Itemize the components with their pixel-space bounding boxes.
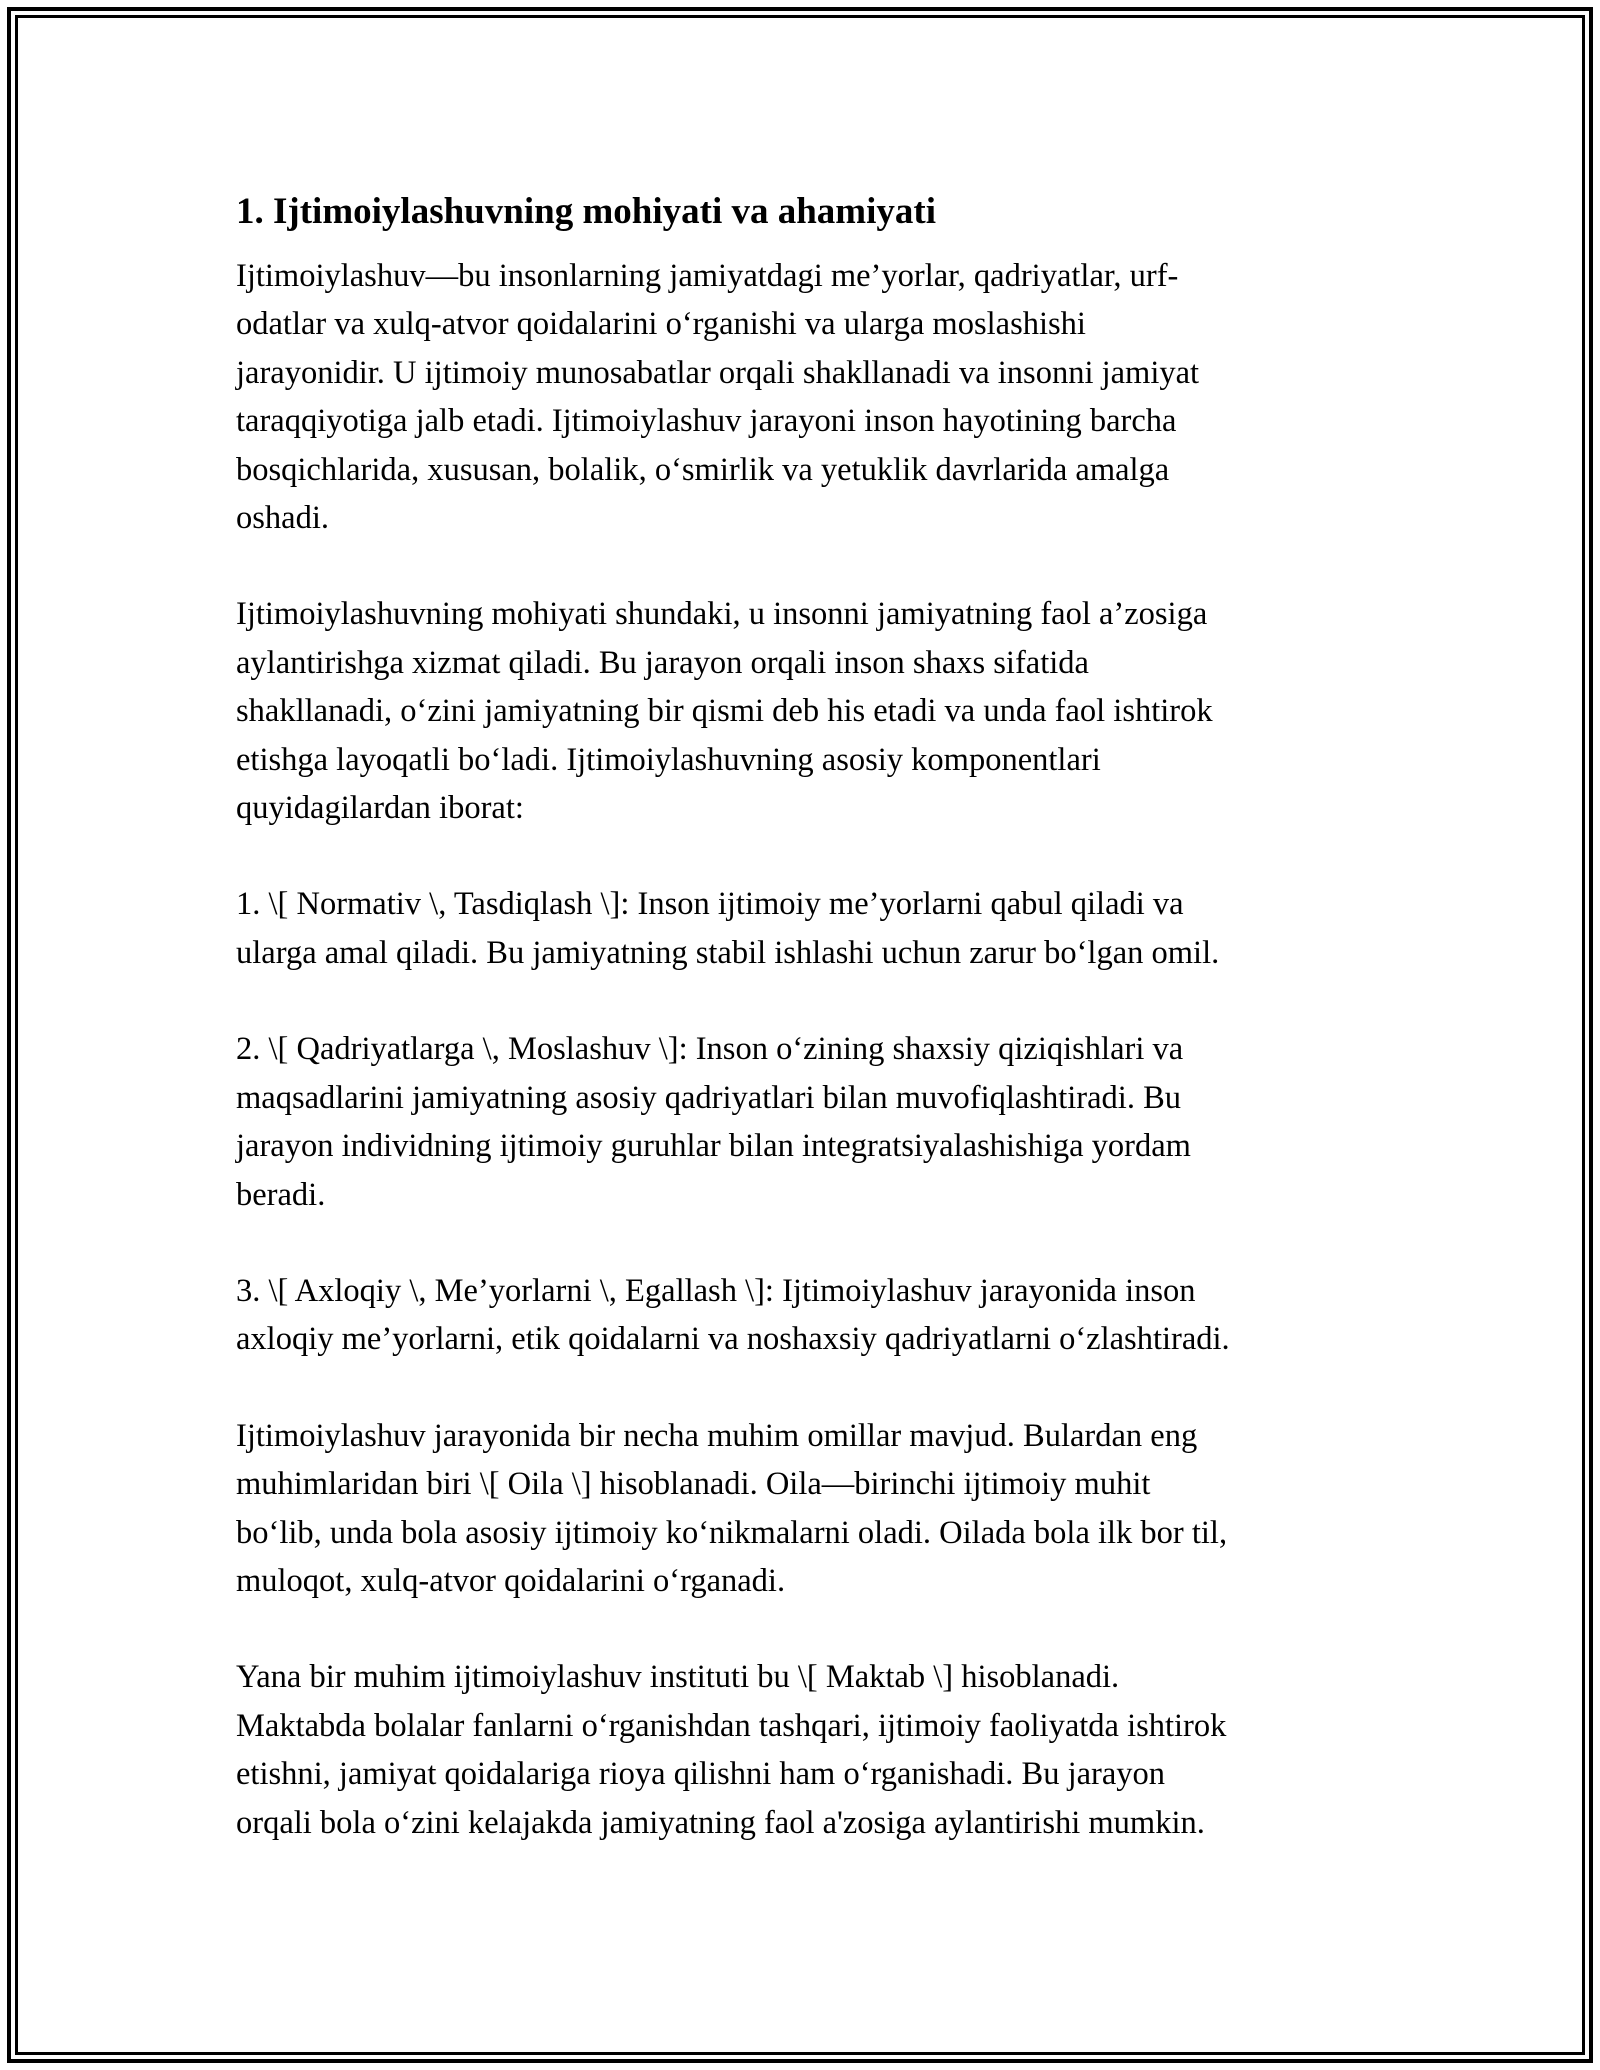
document-body bbox=[236, 188, 1366, 1895]
paragraph-family bbox=[236, 1412, 1366, 1606]
text-line: beradi. bbox=[236, 1176, 326, 1213]
text-line: orqali bola o‘zini kelajakda jamiyatning faol a'zosiga aylantirishi mumkin. bbox=[236, 1804, 1205, 1841]
paragraph-school bbox=[236, 1653, 1366, 1847]
text-line: 2. \[ Qadriyatlarga \, Moslashuv \]: Inson o‘zining shaxsiy qiziqishlari va bbox=[236, 1031, 1184, 1068]
text-line: Ijtimoiylashuvning mohiyati shundaki, u insonni jamiyatning faol a’zosiga bbox=[236, 596, 1208, 633]
text-line: oshadi. bbox=[236, 500, 329, 537]
text-line: bosqichlarida, xususan, bolalik, o‘smirlik va yetuklik davrlarida amalga bbox=[236, 451, 1170, 488]
list-item-3 bbox=[236, 1267, 1366, 1364]
text-line: jarayon individning ijtimoiy guruhlar bilan integratsiyalashishiga yordam bbox=[236, 1128, 1191, 1165]
section-heading: 1. Ijtimoiylashuvning mohiyati va ahamiyati bbox=[236, 191, 937, 232]
text-line: odatlar va xulq-atvor qoidalarini o‘rganishi va ularga moslashishi bbox=[236, 306, 1086, 343]
text-line: 3. \[ Axloqiy \, Me’yorlarni \, Egallash \]: Ijtimoiylashuv jarayonida inson bbox=[236, 1272, 1196, 1309]
text-line: quyidagilardan iborat: bbox=[236, 790, 524, 827]
text-line: muhimlaridan biri \[ Oila \] hisoblanadi. Oila—birinchi ijtimoiy muhit bbox=[236, 1466, 1151, 1503]
text-line: bo‘lib, unda bola asosiy ijtimoiy ko‘nikmalarni oladi. Oilada bola ilk bor til, bbox=[236, 1514, 1228, 1551]
paragraph-definition bbox=[236, 252, 1366, 542]
text-line: 1. \[ Normativ \, Tasdiqlash \]: Inson ijtimoiy me’yorlarni qabul qiladi va bbox=[236, 886, 1184, 923]
text-line: Ijtimoiylashuv jarayonida bir necha muhim omillar mavjud. Bulardan eng bbox=[236, 1417, 1198, 1454]
text-line: muloqot, xulq-atvor qoidalarini o‘rganadi. bbox=[236, 1562, 786, 1599]
text-line: jarayonidir. U ijtimoiy munosabatlar orqali shakllanadi va insonni jamiyat bbox=[236, 354, 1200, 391]
text-line: etishni, jamiyat qoidalariga rioya qilishni ham o‘rganishadi. Bu jarayon bbox=[236, 1756, 1166, 1793]
text-line: maqsadlarini jamiyatning asosiy qadriyatlari bilan muvofiqlashtiradi. Bu bbox=[236, 1079, 1182, 1116]
text-line: Ijtimoiylashuv—bu insonlarning jamiyatdagi me’yorlar, qadriyatlar, urf- bbox=[236, 258, 1179, 294]
text-line: ularga amal qiladi. Bu jamiyatning stabil ishlashi uchun zarur bo‘lgan omil. bbox=[236, 934, 1220, 971]
list-item-2 bbox=[236, 1025, 1366, 1219]
text-line: etishga layoqatli bo‘ladi. Ijtimoiylashuvning asosiy komponentlari bbox=[236, 741, 1101, 778]
text-line: aylantirishga xizmat qiladi. Bu jarayon orqali inson shaxs sifatida bbox=[236, 644, 1089, 681]
text-line: Maktabda bolalar fanlarni o‘rganishdan tashqari, ijtimoiy faoliyatda ishtirok bbox=[236, 1707, 1227, 1744]
text-line: taraqqiyotiga jalb etadi. Ijtimoiylashuv jarayoni inson hayotining barcha bbox=[236, 403, 1177, 440]
text-line: axloqiy me’yorlarni, etik qoidalarni va noshaxsiy qadriyatlarni o‘zlashtiradi. bbox=[236, 1321, 1230, 1358]
text-line: Yana bir muhim ijtimoiylashuv instituti bu \[ Maktab \] hisoblanadi. bbox=[236, 1659, 1120, 1696]
paragraph-essence bbox=[236, 590, 1366, 832]
list-item-1 bbox=[236, 880, 1366, 977]
text-line: shakllanadi, o‘zini jamiyatning bir qismi deb his etadi va unda faol ishtirok bbox=[236, 693, 1213, 730]
